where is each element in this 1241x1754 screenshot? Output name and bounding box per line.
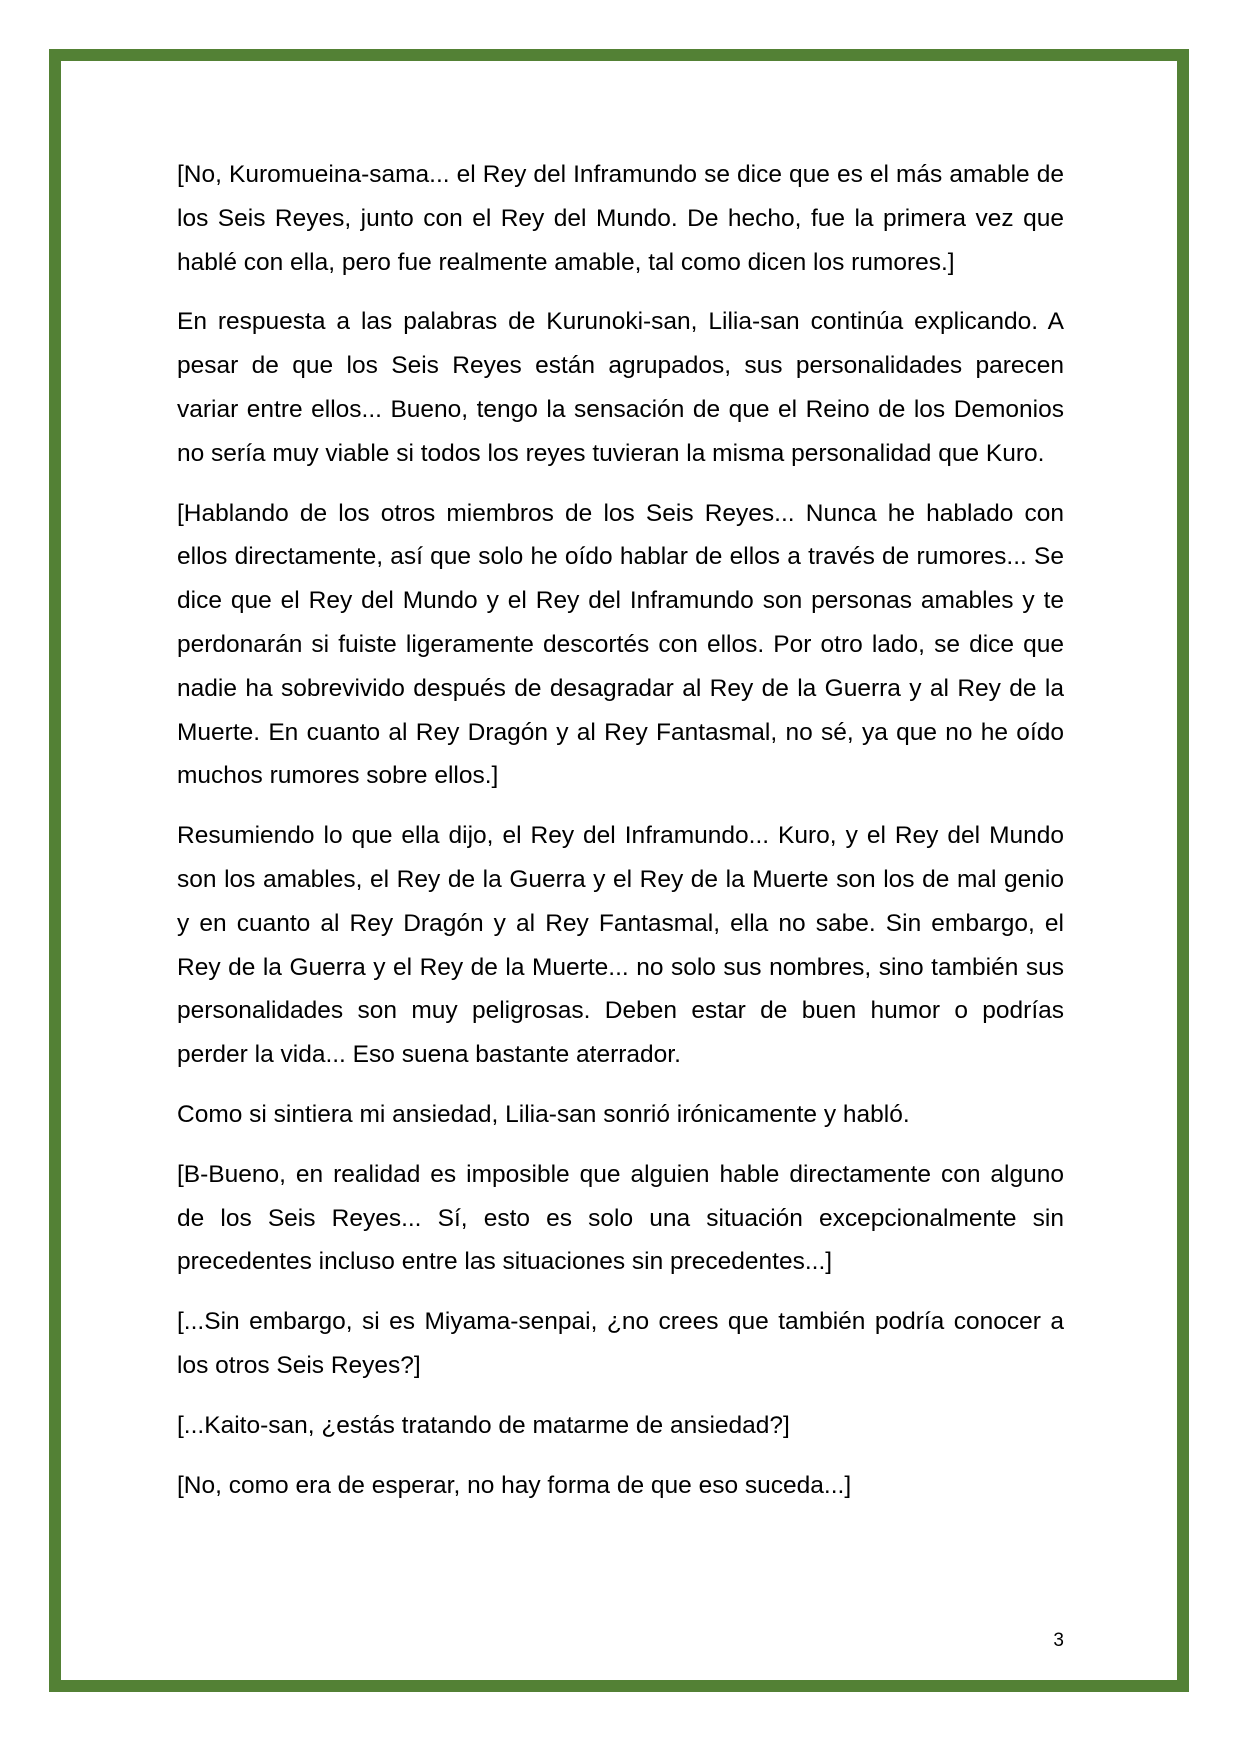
paragraph-7: [...Sin embargo, si es Miyama-senpai, ¿no crees que también podría conocer a los otros Seis Reyes?] xyxy=(177,1308,1064,1379)
paragraph-5: Como si sintiera mi ansiedad, Lilia-san sonrió irónicamente y habló. xyxy=(177,1100,910,1128)
page-number: 3 xyxy=(1053,1630,1064,1651)
paragraph-4: Resumiendo lo que ella dijo, el Rey del Inframundo... Kuro, y el Rey del Mundo son los amables, el Rey de la Guerra y el Rey de la Muerte son los de mal genio y en cuanto al Rey Dragón y al Rey Fantasmal, ella no sabe. Sin embargo, el Rey de la Guerra y el Rey de la Muerte... no solo sus nombres, sino también sus personalidades son muy peligrosas. Deben estar de buen humor o podrías perder la vida... Eso suena bastante aterrador. xyxy=(177,822,1064,1069)
paragraph-9: [No, como era de esperar, no hay forma de que eso suceda...] xyxy=(177,1471,852,1499)
body-text xyxy=(177,153,1064,1523)
paragraph-3: [Hablando de los otros miembros de los Seis Reyes... Nunca he hablado con ellos directamente, así que solo he oído hablar de ellos a través de rumores... Se dice que el Rey del Mundo y el Rey del Inframundo son personas amables y te perdonarán si fuiste ligeramente descortés con ellos. Por otro lado, se dice que nadie ha sobrevivido después de desagradar al Rey de la Guerra y al Rey de la Muerte. En cuanto al Rey Dragón y al Rey Fantasmal, no sé, ya que no he oído muchos rumores sobre ellos.] xyxy=(177,499,1064,790)
paragraph-6: [B-Bueno, en realidad es imposible que alguien hable directamente con alguno de los Seis Reyes... Sí, esto es solo una situación excepcionalmente sin precedentes incluso entre las situaciones sin precedentes...] xyxy=(177,1160,1064,1276)
paragraph-2: En respuesta a las palabras de Kurunoki-san, Lilia-san continúa explicando. A pesar de que los Seis Reyes están agrupados, sus personalidades parecen variar entre ellos... Bueno, tengo la sensación de que el Reino de los Demonios no sería muy viable si todos los reyes tuvieran la misma personalidad que Kuro. xyxy=(177,308,1064,467)
paragraph-1: [No, Kuromueina-sama... el Rey del Inframundo se dice que es el más amable de los Seis Reyes, junto con el Rey del Mundo. De hecho, fue la primera vez que hablé con ella, pero fue realmente amable, tal como dicen los rumores.] xyxy=(177,161,1064,276)
paragraph-8: [...Kaito-san, ¿estás tratando de matarme de ansiedad?] xyxy=(177,1411,790,1439)
